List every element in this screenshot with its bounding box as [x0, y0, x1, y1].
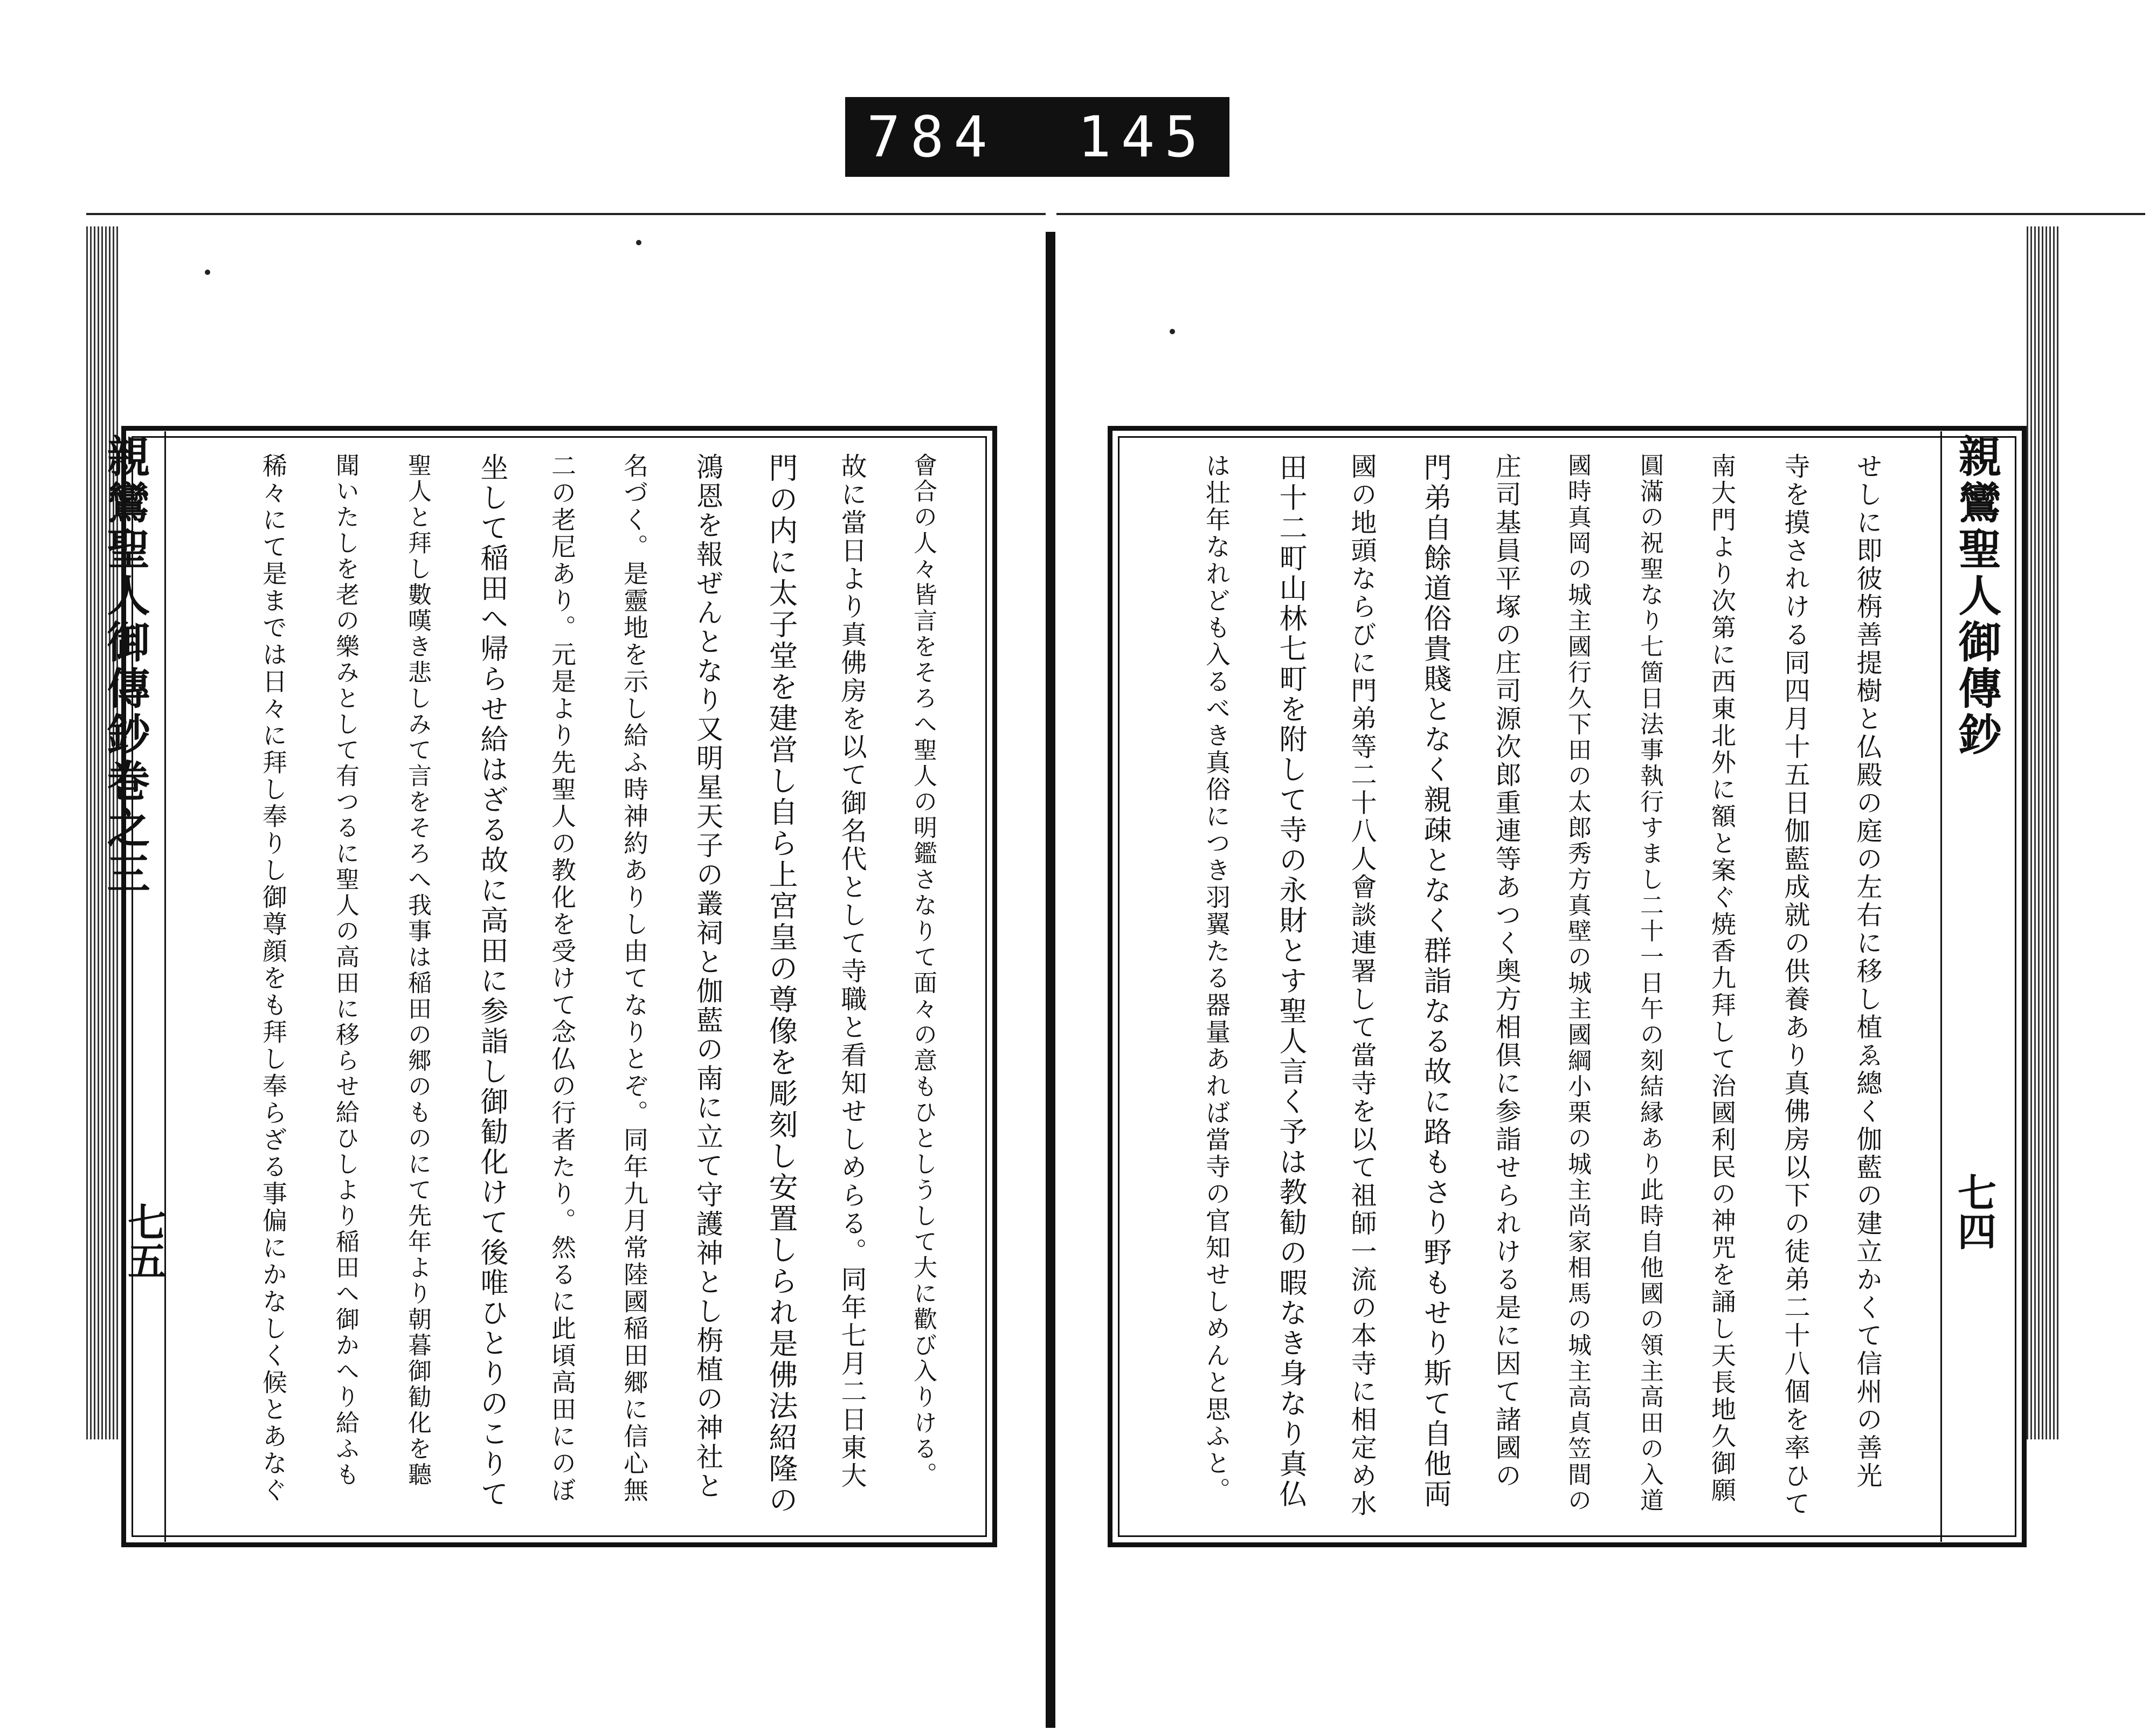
scan-speck — [1170, 329, 1175, 334]
header-rule — [1940, 431, 1942, 1542]
book-spine — [1046, 232, 1055, 1728]
right-page-fore-edge — [2027, 226, 2059, 1439]
right-page-header: 親鸞聖人御傳鈔 — [1951, 434, 2002, 759]
call-number-label — [845, 97, 1229, 177]
right-page-column-10: は壮年なれども入るべき真俗につき羽翼たる器量あれば當寺の官知せしめんと思ふと。 — [1202, 453, 1231, 1504]
left-page-header: 親鸞聖人御傳鈔巻之三 — [100, 434, 150, 898]
right-page-column-2: 寺を摸されける同四月十五日伽藍成就の供養あり真佛房以下の徒弟二十八個を率ひて — [1780, 453, 1810, 1518]
left-page-column-10: 稀々にて是までは日々に拜し奉りし御尊顔をも拜し奉らざる事偏にかなしく候とあなぐ — [259, 453, 288, 1504]
left-page-column-9: 聞いたしを老の樂みとして有つるに聖人の高田に移らせ給ひしより稲田へ御かへり給ふも — [331, 453, 359, 1488]
left-page-column-8: 聖人と拜し數嘆き悲しみて言をそろへ我事は稲田の郷のものにて先年より朝暮御勧化を聽 — [404, 453, 431, 1488]
header-rule — [164, 431, 166, 1542]
left-page-folio: 七五 — [121, 1202, 167, 1280]
left-page-column-6: 二の老尼あり。元是より先聖人の教化を受けて念仏の行者たり。然るに此頃高田にのぼ — [548, 453, 577, 1504]
scan-speck — [636, 240, 641, 245]
right-page-column-9: 田十二町山林七町を附して寺の永財とす聖人言く予は教勧の暇なき身なり真仏 — [1274, 453, 1307, 1510]
right-page-column-4: 圓滿の祝聖なり七箇日法事執行すまし二十一日午の刻結縁あり此時自他國の領主高田の入道 — [1636, 453, 1663, 1514]
left-page-column-4: 鴻恩を報ぜんとなり又明星天子の叢祠と伽藍の南に立て守護神とし栴植の神社と — [692, 453, 723, 1501]
top-page-edge-left — [86, 213, 1046, 215]
left-page-column-7: 坐して稲田へ帰らせ給はざる故に高田に参詣し御勧化けて後唯ひとりのこりて — [475, 453, 508, 1510]
right-page-column-8: 國の地頭ならびに門弟等二十八人會談連署して當寺を以て祖師一流の本寺に相定め水 — [1346, 453, 1377, 1518]
top-page-edge-right — [1056, 213, 2145, 215]
left-page-column-2: 故に當日より真佛房を以て御名代として寺職と看知せしめらる。同年七月二日東大 — [837, 453, 867, 1490]
right-page-column-3: 南大門より次第に西東北外に額と案ぐ焼香九拜して治國利民の神咒を誦し天長地久御願 — [1708, 453, 1737, 1504]
right-page-folio: 七四 — [1951, 1173, 1997, 1250]
left-page-column-5: 名づく。是靈地を示し給ふ時神約ありし由てなりとぞ。同年九月常陸國稲田郷に信心無 — [620, 453, 649, 1504]
call-number-right: 145 — [1077, 104, 1208, 170]
right-page-column-7: 門弟自餘道俗貴賤となく親疎となく群詣なる故に路もさり野もせり斯て自他両 — [1419, 453, 1451, 1510]
call-number-left: 784 — [867, 104, 997, 170]
right-page-column-5: 國時真岡の城主國行久下田の太郎秀方真壁の城主國綱小栗の城主尚家相馬の城主高貞笠間の — [1564, 453, 1591, 1514]
left-page-column-1: 會合の人々皆言をそろへ聖人の明鑑さなりて面々の意もひとしうして大に歡び入りける。 — [909, 453, 937, 1488]
left-page-column-3: 門の内に太子堂を建営し自ら上宮皇の尊像を彫刻し安置しられ是佛法紹隆の — [764, 453, 798, 1516]
right-page-column-6: 庄司基員平塚の庄司源次郎重連等あつく奥方相倶に参詣せられける是に因て諸國の — [1491, 453, 1521, 1490]
scan-speck — [205, 270, 210, 275]
right-page-column-1: せしに即彼栴善提樹と仏殿の庭の左右に移し植ゑ總く伽藍の建立かくて信州の善光 — [1852, 453, 1882, 1490]
